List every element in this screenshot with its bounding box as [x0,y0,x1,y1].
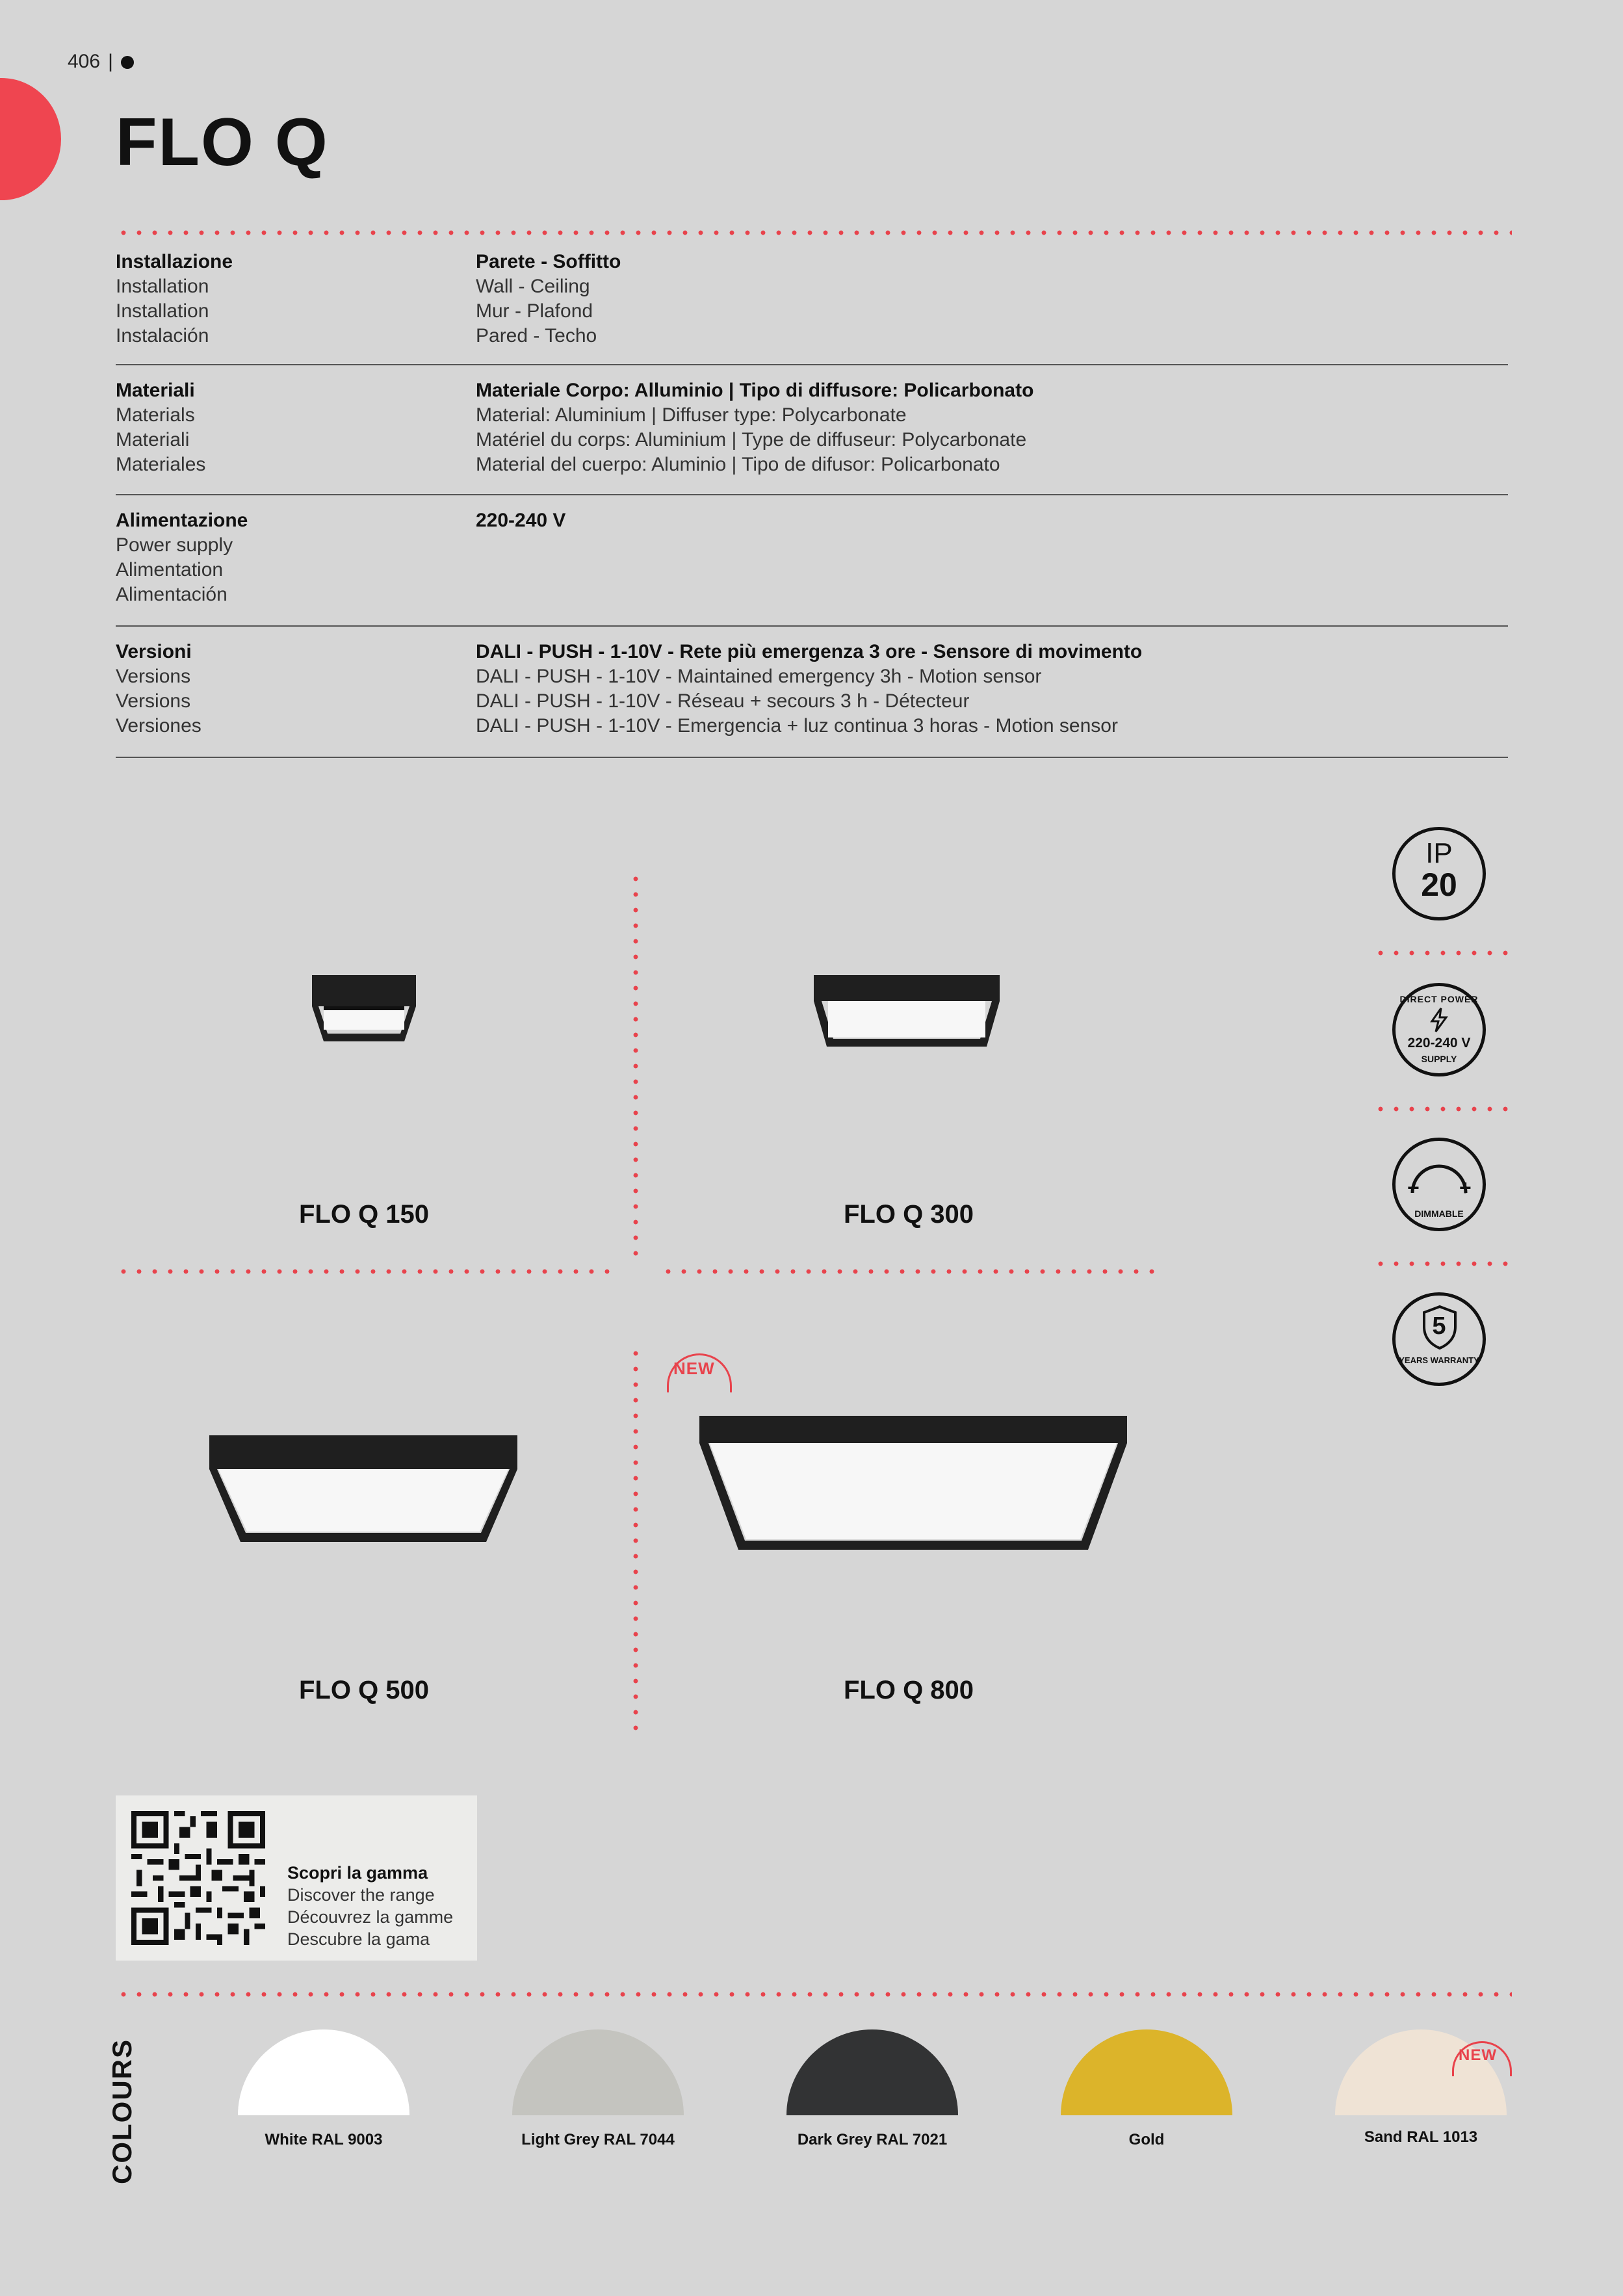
colour-swatch-gold [1061,2029,1232,2115]
spec-value-translation: Mur - Plafond [476,300,593,322]
product-image-flo-q-300 [806,969,1007,1053]
qr-subtitle: Discover the range [287,1885,435,1905]
spec-label-main: Materiali [116,380,195,401]
ip-rating-icon [1392,827,1486,920]
product-image-flo-q-150 [305,969,422,1047]
direct-power-supply-icon [1392,983,1486,1076]
dotted-divider [1373,1106,1509,1112]
spec-label-translation: Materiali [116,429,190,450]
spec-label-main: Versioni [116,641,192,662]
spec-label-translation: Instalación [116,325,209,346]
bullet-icon [121,56,134,69]
spec-value-translation: Pared - Techo [476,325,597,346]
spec-label-translation: Alimentación [116,584,227,605]
new-badge [1459,2046,1497,2065]
product-label-flo-q-500: FLO Q 500 [298,1676,430,1704]
spec-value-main: Materiale Corpo: Alluminio | Tipo di diffusore: Policarbonato [476,380,1034,401]
dimmable-label: DIMMABLE [1414,1208,1464,1219]
direct-power-bottom-label: SUPPLY [1421,1054,1457,1064]
direct-power-top-label: DIRECT POWER [1399,994,1479,1004]
new-badge-label: NEW [673,1359,715,1378]
spec-row-versions [116,627,1508,758]
spec-label-translation: Materials [116,404,195,426]
dotted-divider [116,1992,1512,1997]
qr-code-icon[interactable] [131,1811,265,1945]
spec-label [116,250,473,348]
spec-value-translation: Matériel du corps: Aluminium | Type de diffuseur: Polycarbonate [476,429,1027,450]
new-badge-label: NEW [1459,2046,1497,2064]
spec-value-main: DALI - PUSH - 1-10V - Rete più emergenza 3 ore - Sensore di movimento [476,641,1143,662]
qr-subtitle: Découvrez la gamme [287,1907,454,1927]
spec-value-translation: DALI - PUSH - 1-10V - Réseau + secours 3 h - Détecteur [476,690,970,712]
dotted-divider-vertical [633,1346,638,1736]
spec-label-translation: Versiones [116,715,201,737]
spec-value [476,250,1503,348]
spec-value-translation: Material: Aluminium | Diffuser type: Polycarbonate [476,404,907,426]
product-label-flo-q-150: FLO Q 150 [298,1200,430,1229]
page-number-separator: | [108,51,113,72]
spec-label-translation: Power supply [116,534,233,556]
spec-label-translation: Installation [116,276,209,297]
spec-value-translation: DALI - PUSH - 1-10V - Emergencia + luz continua 3 horas - Motion sensor [476,715,1118,737]
spec-table [116,250,1508,758]
spec-row-materials [116,365,1508,495]
colour-swatch-light-grey [512,2029,684,2115]
spec-value [476,508,1503,533]
product-image-flo-q-500 [204,1430,523,1547]
new-badge [673,1359,715,1379]
product-label-flo-q-800: FLO Q 800 [843,1676,974,1704]
colour-label-light-grey: Light Grey RAL 7044 [521,2131,675,2148]
spec-row-installation [116,250,1508,365]
dotted-divider [1373,1261,1509,1266]
spec-label [116,640,473,738]
colour-swatch-dark-grey [786,2029,958,2115]
spec-label-main: Alimentazione [116,510,248,531]
colour-label-gold: Gold [1128,2131,1165,2148]
dimmable-minus: − [1407,1176,1420,1199]
dotted-divider [660,1269,1157,1274]
spec-label-translation: Materiales [116,454,206,475]
colour-label-dark-grey: Dark Grey RAL 7021 [797,2131,948,2148]
spec-value [476,640,1503,738]
spec-value-translation: Material del cuerpo: Aluminio | Tipo de difusor: Policarbonato [476,454,1000,475]
spec-label-translation: Alimentation [116,559,224,581]
lightning-icon [1429,1007,1449,1033]
page-number-value: 406 [68,51,101,72]
colour-swatch-white [238,2029,409,2115]
warranty-icon [1392,1292,1486,1386]
dotted-divider [116,1269,612,1274]
page-number [68,51,134,73]
qr-title: Scopri la gamma [287,1863,428,1883]
spec-value-translation: DALI - PUSH - 1-10V - Maintained emergency 3h - Motion sensor [476,666,1042,687]
spec-label-translation: Versions [116,666,191,687]
dotted-divider-vertical [633,871,638,1261]
spec-value-main: Parete - Soffitto [476,251,621,272]
ip-value: 20 [1421,867,1457,903]
product-image-flo-q-800 [695,1411,1131,1554]
spec-label-main: Installazione [116,251,233,272]
spec-label [116,378,473,477]
warranty-years: 5 [1432,1312,1446,1340]
colour-label-sand: Sand RAL 1013 [1364,2128,1478,2146]
direct-power-voltage: 220-240 V [1407,1036,1471,1050]
dotted-divider [1373,950,1509,956]
product-label-flo-q-300: FLO Q 300 [843,1200,974,1229]
ip-prefix: IP [1425,837,1453,869]
page-title: FLO Q [116,105,329,180]
spec-value [476,378,1503,477]
qr-text [287,1862,453,1950]
dimmable-icon [1392,1138,1486,1231]
colours-heading: COLOURS [107,2039,137,2184]
spec-value-translation: Wall - Ceiling [476,276,590,297]
warranty-label: YEARS WARRANTY [1399,1355,1479,1365]
dotted-divider [116,230,1512,235]
spec-row-power-supply [116,495,1508,627]
spec-label [116,508,473,607]
spec-value-main: 220-240 V [476,510,566,531]
qr-code-card[interactable] [116,1795,477,1961]
colour-label-white: White RAL 9003 [265,2131,383,2148]
spec-label-translation: Installation [116,300,209,322]
dimmable-plus: + [1459,1176,1472,1199]
spec-label-translation: Versions [116,690,191,712]
red-circle-decoration [0,78,61,200]
qr-subtitle: Descubre la gama [287,1929,430,1949]
